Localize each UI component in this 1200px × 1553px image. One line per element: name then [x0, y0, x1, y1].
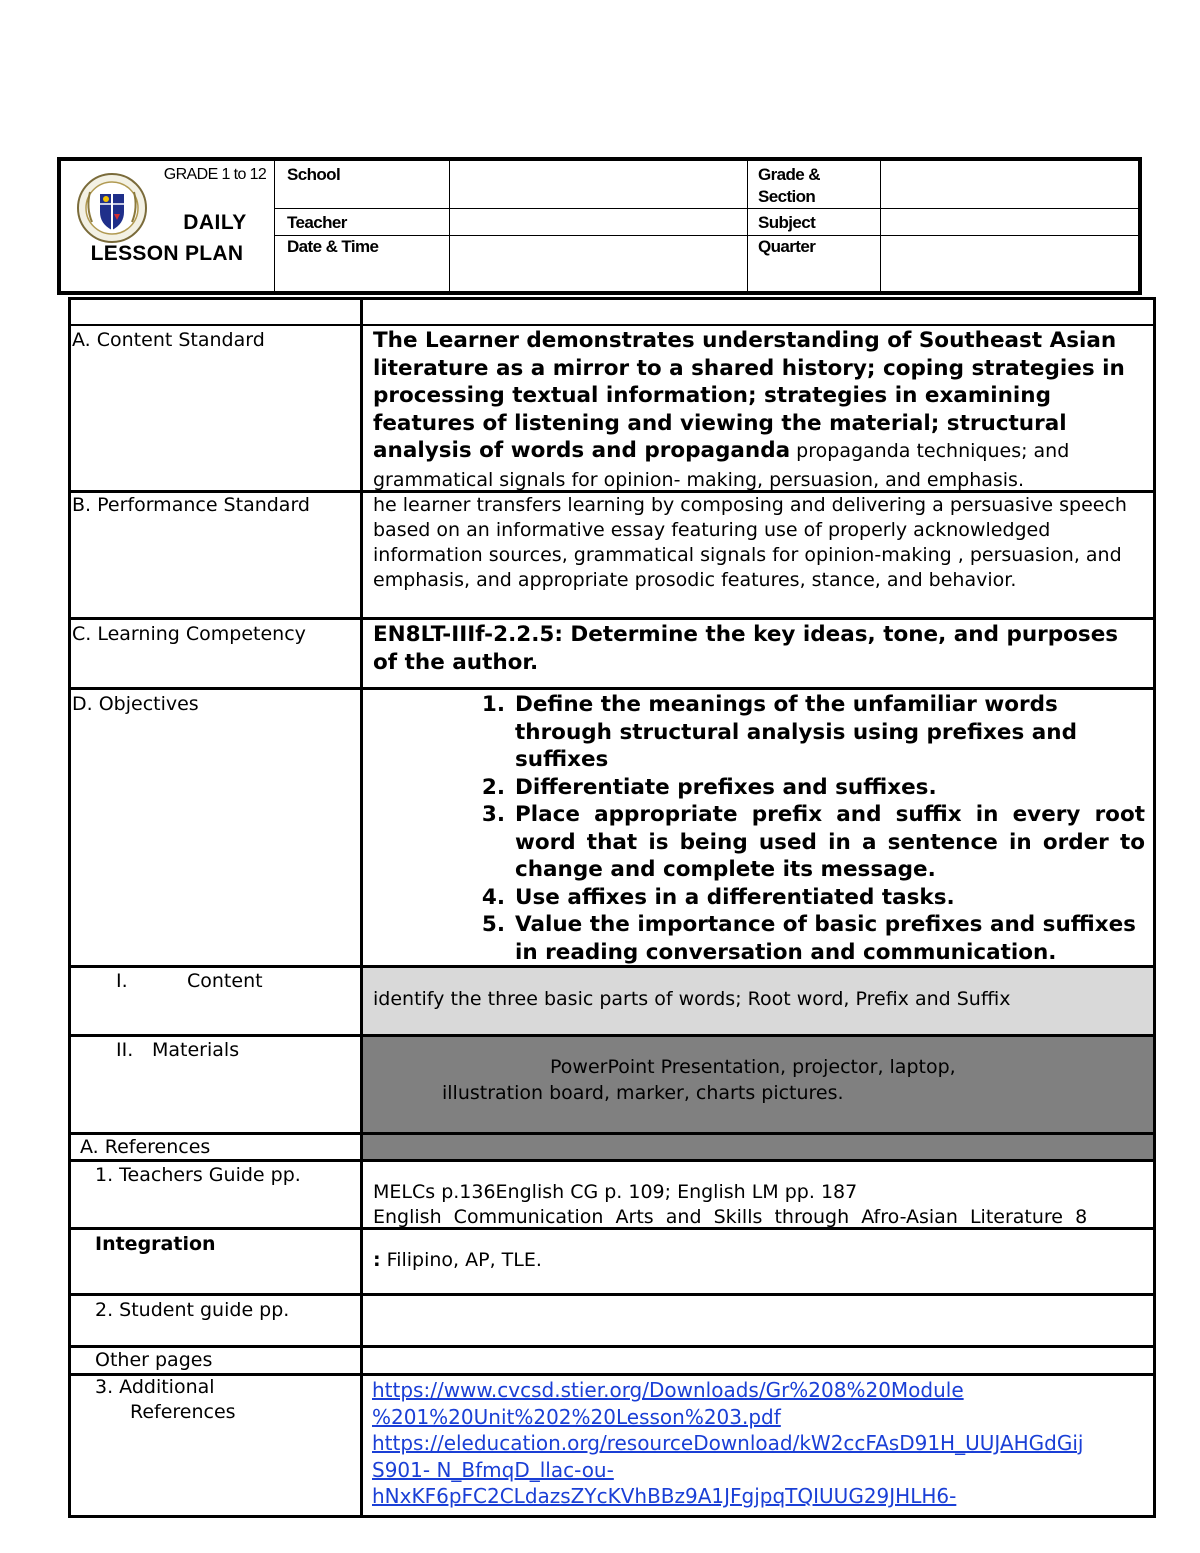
references-label: A. References: [80, 1136, 211, 1158]
quarter-label: Quarter: [758, 237, 816, 256]
row-separator: [71, 1293, 1153, 1296]
title-daily: DAILY: [183, 211, 247, 234]
teacher-label: Teacher: [287, 213, 347, 232]
row-separator: [71, 1373, 1153, 1376]
reference-link[interactable]: https://eleducation.org/resourceDownload/kW2ccFAsD91H_UUJAHGdGij: [372, 1431, 1084, 1455]
grade-section-label: Grade & Section: [758, 165, 820, 206]
row-separator: [71, 1345, 1153, 1348]
school-label: School: [287, 165, 341, 184]
materials-line2: illustration board, marker, charts pictures.: [442, 1082, 844, 1104]
materials-label-num: II.: [116, 1039, 134, 1061]
row-separator: [71, 687, 1153, 690]
objective-item: 5. Value the importance of basic prefixes and suffixes in reading conversation and communication.: [481, 912, 1136, 965]
date-time-label: Date & Time: [287, 237, 379, 256]
objectives-label: D. Objectives: [72, 693, 199, 715]
column-divider: [360, 300, 363, 1515]
content-label-num: I.: [116, 970, 128, 992]
reference-link[interactable]: %201%20Unit%202%20Lesson%203.pdf: [372, 1404, 781, 1429]
teachers-guide-label: 1. Teachers Guide pp.: [95, 1164, 301, 1186]
materials-label: Materials: [152, 1039, 240, 1061]
grade-range: GRADE 1 to 12: [163, 166, 267, 183]
row-separator: [71, 1132, 1153, 1135]
content-label: Content: [187, 970, 263, 992]
learning-competency-text: EN8LT-IIIf-2.2.5: Determine the key ideas, tone, and purposes of the author.: [373, 622, 1119, 675]
objectives-list: [475, 691, 1145, 966]
content-text: identify the three basic parts of words; Root word, Prefix and Suffix: [373, 988, 1011, 1010]
performance-standard-text: he learner transfers learning by composing and delivering a persuasive speech based on an informative essay featuring use of properly acknowledged information sources, grammatical signals for opinion-making , persuasion, and emphasis, and appropriate prosodic features, stance, and behavior.: [373, 494, 1127, 591]
references-cell-bg: [363, 1135, 1153, 1159]
objective-item: 3. Place appropriate prefix and suffix in every root word that is being used in a sentence in order to change and complete its message.: [481, 802, 1145, 882]
title-lesson-plan: LESSON PLAN: [90, 242, 244, 265]
reference-link[interactable]: https://www.cvcsd.stier.org/Downloads/Gr%208%20Module: [372, 1378, 964, 1402]
objective-item: 2. Differentiate prefixes and suffixes.: [481, 774, 937, 800]
integration-label: Integration: [95, 1233, 216, 1255]
row-separator: [71, 324, 1153, 326]
row-separator: [71, 1034, 1153, 1037]
additional-references-links: [372, 1377, 1152, 1510]
reference-link[interactable]: hNxKF6pFC2CLdazsZYcKVhBBz9A1JFgjpqTQIUUG29JHLH6-: [372, 1484, 957, 1508]
teachers-guide-line2: English Communication Arts and Skills through Afro-Asian Literature 8: [373, 1206, 1088, 1228]
content-standard-text: [373, 327, 1148, 494]
teachers-guide-line1: MELCs p.136English CG p. 109; English LM pp. 187: [373, 1181, 858, 1203]
subject-label: Subject: [758, 213, 816, 232]
objective-item: 4. Use affixes in a differentiated tasks.: [481, 884, 955, 910]
student-guide-label: 2. Student guide pp.: [95, 1299, 290, 1321]
performance-standard-label: B. Performance Standard: [72, 494, 310, 516]
materials-line1: PowerPoint Presentation, projector, laptop,: [550, 1056, 956, 1078]
additional-references-label-line2: References: [130, 1401, 236, 1423]
additional-references-label-line1: 3. Additional: [95, 1376, 215, 1398]
content-standard-text-normal: propaganda techniques; and grammatical signals for opinion- making, persuasion, and emphasis.: [373, 440, 1070, 491]
row-separator: [71, 617, 1153, 620]
other-pages-label: Other pages: [95, 1349, 213, 1371]
content-standard-label: A. Content Standard: [72, 329, 265, 351]
learning-competency-label: C. Learning Competency: [72, 623, 306, 645]
content-standard-text-bold: The Learner demonstrates understanding of Southeast Asian literature as a mirror to a shared history; coping strategies in processing textual information; strategies in examining features of listening and viewing the material; structural analysis of words and propaganda: [373, 328, 1125, 463]
deped-seal-icon: [76, 172, 148, 244]
integration-text: : Filipino, AP, TLE.: [373, 1249, 542, 1271]
objective-item: 1. Define the meanings of the unfamiliar words through structural analysis using prefixes and suffixes: [481, 692, 1077, 772]
reference-link[interactable]: S901- N_BfmqD_llac-ou-: [372, 1457, 614, 1482]
row-separator: [71, 1159, 1153, 1162]
